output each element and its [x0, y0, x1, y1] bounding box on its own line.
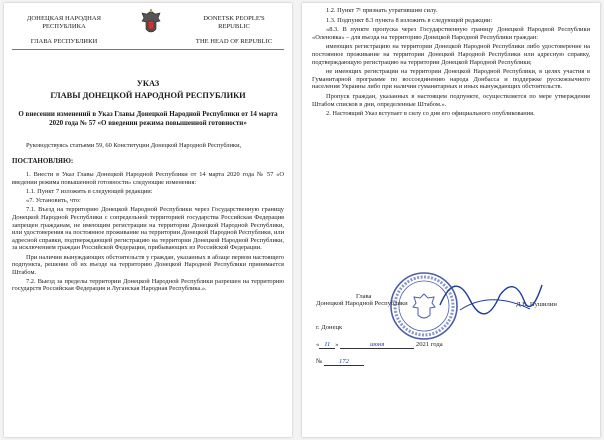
paragraph: 7.1. Въезд на территорию Донецкой Народной Республики через Государственную границу Донецкой Народной Республики с сопредельной территорией государства Российская Федерация запрещен гражданам, не имеющим регистрации на территории Донецкой Народной Республики, или удостоверения на постоянное проживание на территории Донецкой Народной Республики, или адресной справки, подтверждающей регистрацию на территории Донецкой Народной Республики, за исключением граждан Российской Федерации, прибывающих из Российской Федерации. [12, 206, 284, 252]
coat-of-arms-icon [140, 9, 162, 37]
decree-number [316, 358, 364, 366]
signature-title-line1: Глава [356, 293, 372, 300]
paragraph: имеющих регистрацию на территории Донецкой Народной Республики либо удостоверение на постоянное проживание на территории Донецкой Народной Республики или адресную справку, подтверждающую регистрацию на территории Донецкой Народной Республики; [312, 43, 590, 66]
letterhead-left [14, 15, 114, 31]
date-close-quote: » [335, 341, 339, 348]
paragraph: не имеющих регистрации на территории Донецкой Народной Республики, в целях участия в Гуманитарной программе по воссоединению народа Донбасса и поддержке русскоязычного населения Украины либо при наличии гуманитарных и иных вынуждающих обстоятельств. [312, 68, 590, 91]
letterhead-right-line2: REPUBLIC [218, 23, 250, 30]
paragraph: «7. Установить, что: [26, 197, 81, 205]
paragraph: Пропуск граждан, указанных в настоящем подпункте, осуществляется по мере утверждения Штабом списков в дни, определенные Штабом.». [312, 92, 590, 108]
letterhead-right-role: THE HEAD OF REPUBLIC [195, 38, 273, 45]
letterhead-right-line1: DONETSK PEOPLE'S [203, 15, 265, 22]
decree-body-left [12, 142, 284, 293]
decree-title-line1: УКАЗ [136, 79, 160, 88]
paragraph: 1. Внести в Указ Главы Донецкой Народной Республики от 14 марта 2020 года № 57 «О введении режима повышенной готовности» следующие изменения: [12, 171, 284, 186]
date-day: 11 [319, 341, 335, 349]
letterhead-left-line1: ДОНЕЦКАЯ НАРОДНАЯ [26, 15, 102, 22]
number-label: № [316, 358, 323, 365]
paragraph: 7.2. Выезд за пределы территории Донецкой Народной Республики разрешен на территорию государств Российская Федерация и Луганская Народная Республика.». [12, 277, 284, 293]
date-year: 2021 года [415, 341, 443, 348]
signature-name: Д.В. Пушилин [516, 301, 557, 308]
number-value: 172 [324, 358, 364, 366]
paragraph: 1.2. Пункт 7¹ признать утратившим силу. [326, 7, 438, 14]
decree-title-line2: ГЛАВЫ ДОНЕЦКОЙ НАРОДНОЙ РЕСПУБЛИКИ [50, 91, 246, 100]
letterhead-left-role: ГЛАВА РЕСПУБЛИКИ [30, 38, 98, 45]
signature-title-line2: Донецкой Народной Республики [316, 300, 408, 307]
paragraph: 1.3. Подпункт 8.3 пункта 8 изложить в следующей редакции: [326, 16, 493, 24]
date-open-quote: « [316, 341, 320, 348]
letterhead-right [186, 15, 282, 31]
city: г. Донецк [316, 324, 343, 331]
paragraph-resolve: ПОСТАНОВЛЯЮ: [12, 156, 74, 165]
letterhead-left-line2: РЕСПУБЛИКА [42, 23, 86, 30]
decree-page-right [302, 3, 600, 437]
paragraph: Руководствуясь статьями 59, 60 Конституции Донецкой Народной Республики, [26, 142, 242, 149]
date-month: июня [340, 341, 414, 349]
decree-body-right [312, 7, 590, 118]
paragraph: «8.3. В пункте пропуска через Государственную границу Донецкой Народной Республики «Оленовка» – для въезда на территорию Донецкой Народной Республики граждан: [312, 26, 590, 41]
decree-date [316, 341, 443, 349]
official-seal [388, 270, 460, 342]
letterhead [12, 9, 284, 50]
decree-title [12, 78, 284, 102]
paragraph: 2. Настоящий Указ вступает в силу со дня его официального опубликования. [326, 110, 535, 118]
paragraph: При наличии вынуждающих обстоятельств у граждан, указанных в абзаце первом настоящего подпункта, решение об их въезде на территорию Донецкой Народной Республики принимается Штабом. [12, 253, 284, 276]
paragraph: 1.1. Пункт 7 изложить в следующей редакции: [26, 187, 153, 195]
decree-subtitle: О внесении изменений в Указ Главы Донецкой Народной Республики от 14 марта 2020 года № 57 «О введении режима повышенной готовности» [18, 110, 278, 127]
decree-page-left [4, 3, 292, 437]
